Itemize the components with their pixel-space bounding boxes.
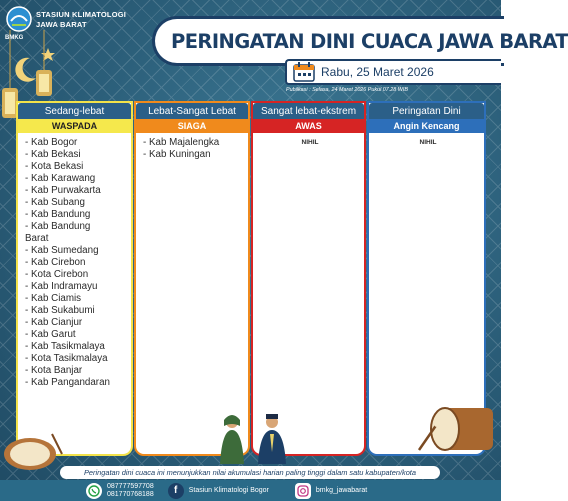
- disclaimer-note: Peringatan dini cuaca ini menunjukkan nilai akumulasi harian paling tinggi dalam satu kabupaten/kota: [60, 466, 440, 479]
- list-item: - Kab Bekasi: [25, 149, 81, 160]
- publication-info: Pubilkasi : Selasa, 24 Maret 2026 Pukul 07.28 WIB: [286, 87, 408, 93]
- instagram-contact[interactable]: [295, 483, 367, 499]
- list-item: - Kab Majalengka: [143, 137, 220, 148]
- logo-caption: BMKG: [5, 35, 24, 41]
- list-item: - Kab Bandung: [25, 221, 91, 232]
- list-item: - Kab Indramayu: [25, 281, 98, 292]
- list-item: - Kab Sukabumi: [25, 305, 95, 316]
- whatsapp-contact[interactable]: [86, 483, 154, 499]
- list-item: - Kab Bogor: [25, 137, 78, 148]
- phone-2: 081770768188: [107, 490, 154, 498]
- column-header: Sedang-lebat: [18, 103, 131, 119]
- list-item: NIHIL: [419, 139, 437, 146]
- drum-decoration-icon: [0, 430, 64, 472]
- list-item: - Kota Cirebon: [25, 269, 89, 280]
- level-label: WASPADA: [18, 119, 131, 133]
- phone-1: 087777597708: [107, 482, 154, 490]
- list-item: - Kota Banjar: [25, 365, 83, 376]
- calendar-icon: [293, 62, 315, 82]
- column-header: Sangat lebat-ekstrem: [253, 103, 364, 119]
- facebook-icon: f: [168, 483, 184, 499]
- forecast-date: Rabu, 25 Maret 2026: [321, 65, 434, 79]
- list-item: - Kab Tasikmalaya: [25, 341, 105, 352]
- date-box: [285, 59, 501, 85]
- region-list: [253, 133, 364, 149]
- facebook-contact[interactable]: [168, 483, 269, 499]
- station-name: [36, 10, 126, 30]
- list-item: NIHIL: [301, 139, 319, 146]
- column-waspada: [16, 101, 133, 456]
- list-item: - Kab Karawang: [25, 173, 96, 184]
- level-label: AWAS: [253, 119, 364, 133]
- list-item: - Kota Bekasi: [25, 161, 84, 172]
- phone-numbers: [107, 483, 154, 499]
- station-line-2: JAWA BARAT: [36, 20, 87, 29]
- page-title: PERINGATAN DINI CUACA JAWA BARAT: [171, 29, 568, 53]
- list-item: - Kab Sumedang: [25, 245, 99, 256]
- list-item: - Kab Bandung: [25, 209, 91, 220]
- people-illustration-icon: [214, 412, 304, 464]
- list-item: - Kab Garut: [25, 329, 76, 340]
- bmkg-logo-icon: [6, 6, 32, 36]
- level-label: SIAGA: [136, 119, 248, 133]
- list-item: - Kab Cirebon: [25, 257, 86, 268]
- column-header: Peringatan Dini: [369, 103, 484, 119]
- region-list: [136, 133, 248, 161]
- column-siaga: [134, 101, 250, 456]
- region-list: [18, 133, 131, 389]
- column-awas: [251, 101, 366, 456]
- level-label: Angin Kencang: [369, 119, 484, 133]
- list-item: - Kab Pangandaran: [25, 377, 110, 388]
- region-list: [369, 133, 484, 149]
- list-item: - Kab Cianjur: [25, 317, 83, 328]
- facebook-name: Stasiun Klimatologi Bogor: [188, 487, 269, 494]
- instagram-icon: [295, 483, 311, 499]
- whatsapp-icon: [86, 483, 102, 499]
- column-header: Lebat-Sangat Lebat: [136, 103, 248, 119]
- station-line-1: STASIUN KLIMATOLOGI: [36, 10, 127, 19]
- list-item: - Kota Tasikmalaya: [25, 353, 108, 364]
- instagram-handle: bmkg_jawabarat: [315, 487, 368, 494]
- drum-decoration-icon: [415, 400, 501, 460]
- list-item: - Kab Purwakarta: [25, 185, 101, 196]
- list-item: - Kab Kuningan: [143, 149, 211, 160]
- footer-bar: [0, 480, 501, 501]
- list-item: - Kab Subang: [25, 197, 85, 208]
- list-item: - Kab Ciamis: [25, 293, 82, 304]
- list-item: Barat: [25, 233, 49, 244]
